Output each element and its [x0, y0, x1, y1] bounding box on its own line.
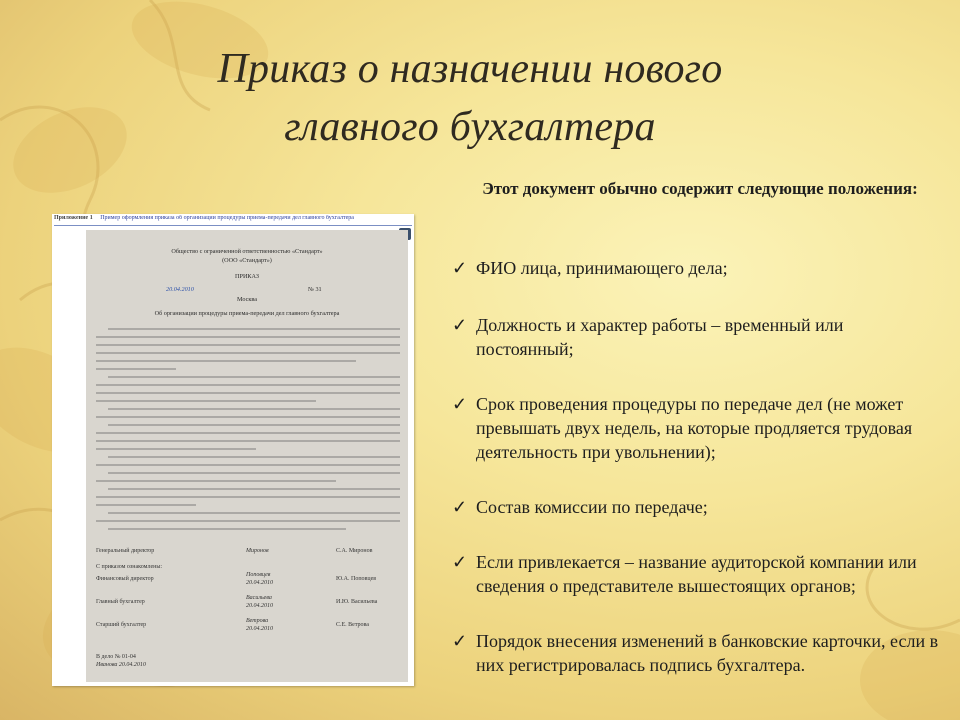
acquainted-label: С приказом ознакомлены: [96, 564, 163, 570]
signature-role: Старший бухгалтер [96, 622, 147, 628]
signature-name: С.А. Миронов [336, 548, 373, 554]
signature-mark: Поповцев [246, 572, 271, 578]
document-header [54, 215, 412, 226]
signature-role: Финансовый директор [96, 576, 154, 582]
order-subject: Об организации процедуры приема-передачи дел главного бухгалтера [154, 310, 340, 317]
signature-name: С.Е. Ветрова [336, 622, 369, 628]
check-icon: ✓ [452, 394, 468, 414]
file-signature: Иванова 20.04.2010 [96, 662, 146, 668]
appendix-label: Приложение 1 [54, 215, 93, 221]
check-icon: ✓ [452, 258, 468, 278]
section-subtitle: Этот документ обычно содержит следующие положения: [482, 179, 918, 198]
check-icon: ✓ [452, 552, 468, 572]
order-date: 20.04.2010 [166, 286, 194, 293]
signature-role: Главный бухгалтер [96, 599, 145, 605]
file-note: В дело № 01-04 [96, 654, 136, 660]
check-icon: ✓ [452, 631, 468, 651]
slide-title [160, 40, 780, 156]
order-number: № 31 [308, 286, 322, 293]
org-short-name: (ООО «Стандарт») [222, 257, 272, 264]
list-item: ✓ Состав комиссии по передаче; [452, 497, 708, 517]
provisions-list [452, 256, 942, 677]
slide-title-line1: Приказ о назначении нового [217, 46, 723, 92]
org-name: Общество с ограниченной ответственностью «Стандарт» [171, 248, 323, 255]
list-item: ✓ Если привлекается – название аудиторской компании или сведения о представителе вышестоящих органов; [452, 552, 917, 596]
document-page [86, 230, 408, 682]
signature-role: Генеральный директор [96, 548, 155, 554]
check-icon: ✓ [452, 315, 468, 335]
list-item: ✓ Срок проведения процедуры по передаче дел (не может превышать двух недель, на которые продляется трудовая деятельность при увольнении); [452, 394, 913, 462]
signature-mark: Васильева [246, 595, 272, 601]
order-document-image [52, 214, 414, 686]
body-text-lines [96, 326, 400, 542]
list-item: ✓ ФИО лица, принимающего дела; [452, 258, 728, 278]
list-item: ✓ Должность и характер работы – временный или постоянный; [452, 315, 844, 359]
signature-date: 20.04.2010 [246, 603, 273, 609]
order-city: Москва [237, 296, 257, 303]
signature-mark: Миронов [246, 548, 269, 554]
check-icon: ✓ [452, 497, 468, 517]
signature-name: Ю.А. Поповцев [336, 576, 377, 582]
list-item: ✓ Порядок внесения изменений в банковские карточки, если в них регистрировалась подпись бухгалтера. [452, 631, 939, 675]
signature-name: И.Ю. Васильева [336, 599, 378, 605]
order-heading: ПРИКАЗ [235, 273, 259, 280]
signature-mark: Ветрова [246, 618, 269, 624]
appendix-link[interactable]: Пример оформления приказа об организации процедуры приема-передачи дел главного бухгалтера [100, 215, 354, 221]
signature-date: 20.04.2010 [246, 580, 273, 586]
signature-date: 20.04.2010 [246, 626, 273, 632]
slide-title-line2: главного бухгалтера [284, 104, 656, 150]
